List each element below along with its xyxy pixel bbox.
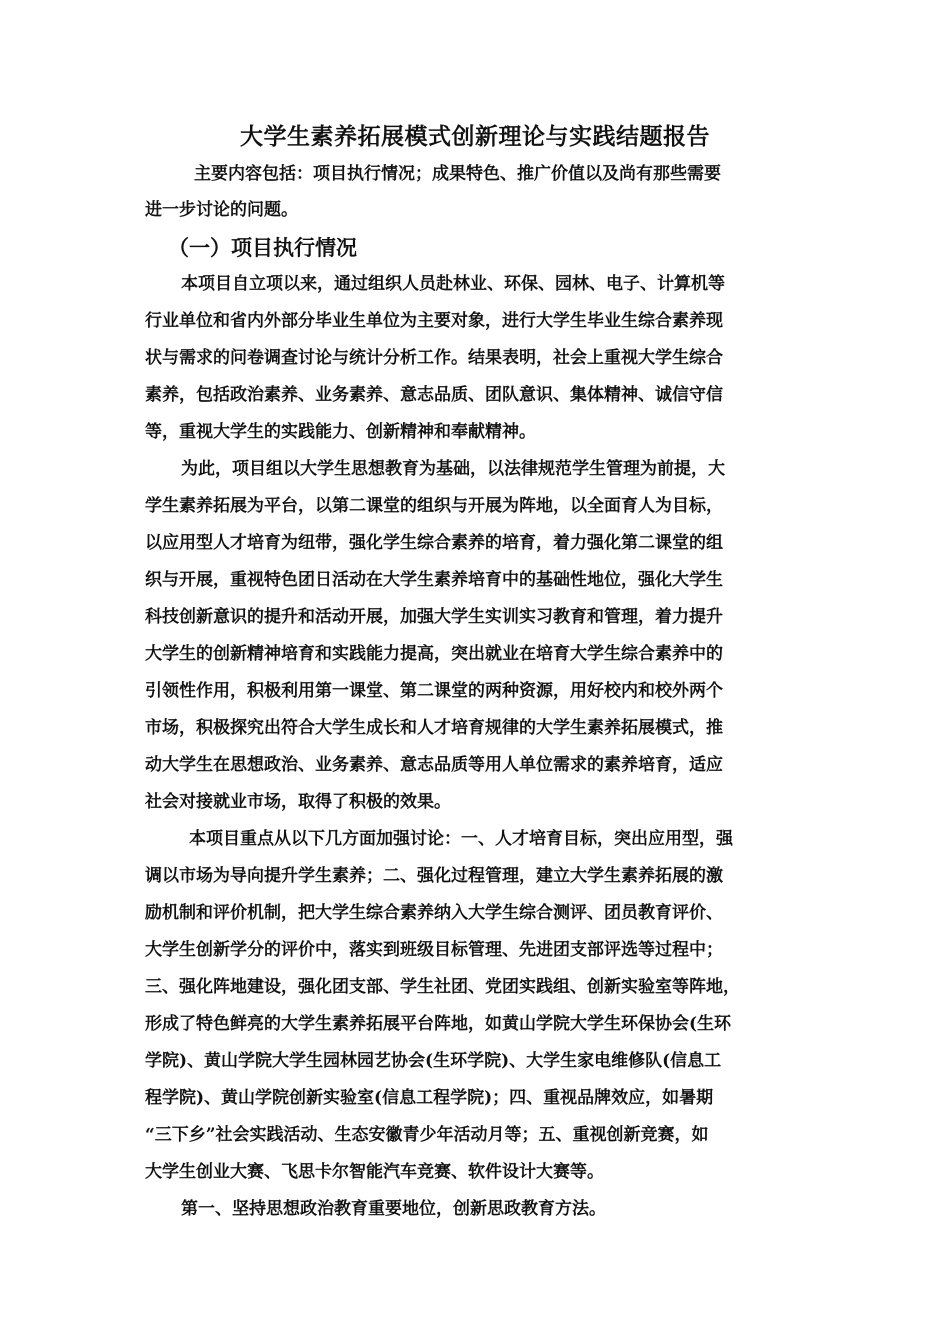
paragraph-line: 大学生创新学分的评价中，落实到班级目标管理、先进团支部评选等过程中； <box>145 940 723 960</box>
paragraph-line: 动大学生在思想政治、业务素养、意志品质等用人单位需求的素养培育，适应 <box>145 755 723 775</box>
paragraph-line: 形成了特色鲜亮的大学生素养拓展平台阵地，如黄山学院大学生环保协会(生环 <box>145 1014 732 1034</box>
paragraph-line: 本项目重点从以下几方面加强讨论：一、人才培育目标，突出应用型，强 <box>189 829 733 849</box>
paragraph-line: 三、强化阵地建设，强化团支部、学生社团、党团实践组、创新实验室等阵地， <box>145 977 740 997</box>
paragraph-line: 学院)、黄山学院大学生园林园艺协会(生环学院)、大学生家电维修队(信息工 <box>145 1051 722 1071</box>
paragraph-line: 等，重视大学生的实践能力、创新精神和奉献精神。 <box>145 422 536 442</box>
paragraph-line: “三下乡”社会实践活动、生态安徽青少年活动月等；五、重视创新竞赛，如 <box>145 1125 709 1145</box>
paragraph-line: 调以市场为导向提升学生素养；二、强化过程管理，建立大学生素养拓展的激 <box>145 866 723 886</box>
paragraph-line: 引领性作用，积极利用第一课堂、第二课堂的两种资源，用好校内和校外两个 <box>145 681 723 701</box>
document-title: 大学生素养拓展模式创新理论与实践结题报告 <box>240 123 710 150</box>
paragraph-line: 本项目自立项以来，通过组织人员赴林业、环保、园林、电子、计算机等 <box>181 274 725 294</box>
paragraph-line: 程学院)、黄山学院创新实验室(信息工程学院)；四、重视品牌效应，如暑期 <box>145 1088 714 1108</box>
paragraph-line: 以应用型人才培育为纽带，强化学生综合素养的培育，着力强化第二课堂的组 <box>145 533 723 553</box>
intro-line: 主要内容包括：项目执行情况；成果特色、推广价值以及尚有那些需要 <box>194 164 721 184</box>
paragraph-line: 大学生的创新精神培育和实践能力提高，突出就业在培育大学生综合素养中的 <box>145 644 723 664</box>
paragraph-line: 行业单位和省内外部分毕业生单位为主要对象，进行大学生毕业生综合素养现 <box>145 311 723 331</box>
paragraph-line: 科技创新意识的提升和活动开展，加强大学生实训实习教育和管理，着力提升 <box>145 607 723 627</box>
paragraph-line: 大学生创业大赛、飞思卡尔智能汽车竞赛、软件设计大赛等。 <box>145 1162 604 1182</box>
paragraph-line: 学生素养拓展为平台，以第二课堂的组织与开展为阵地，以全面育人为目标， <box>145 496 723 516</box>
paragraph-line: 励机制和评价机制，把大学生综合素养纳入大学生综合测评、团员教育评价、 <box>145 903 723 923</box>
section-heading: （一）项目执行情况 <box>168 235 357 260</box>
paragraph-line: 市场，积极探究出符合大学生成长和人才培育规律的大学生素养拓展模式，推 <box>145 718 723 738</box>
paragraph-line: 为此，项目组以大学生思想教育为基础，以法律规范学生管理为前提，大 <box>181 459 725 479</box>
paragraph-line: 素养，包括政治素养、业务素养、意志品质、团队意识、集体精神、诚信守信 <box>145 385 723 405</box>
paragraph-line: 织与开展，重视特色团日活动在大学生素养培育中的基础性地位，强化大学生 <box>145 570 723 590</box>
intro-line: 进一步讨论的问题。 <box>145 200 298 220</box>
paragraph-line: 社会对接就业市场，取得了积极的效果。 <box>145 792 451 812</box>
paragraph-line: 状与需求的问卷调查讨论与统计分析工作。结果表明，社会上重视大学生综合 <box>145 348 723 368</box>
paragraph-line: 第一、坚持思想政治教育重要地位，创新思政教育方法。 <box>181 1199 606 1219</box>
